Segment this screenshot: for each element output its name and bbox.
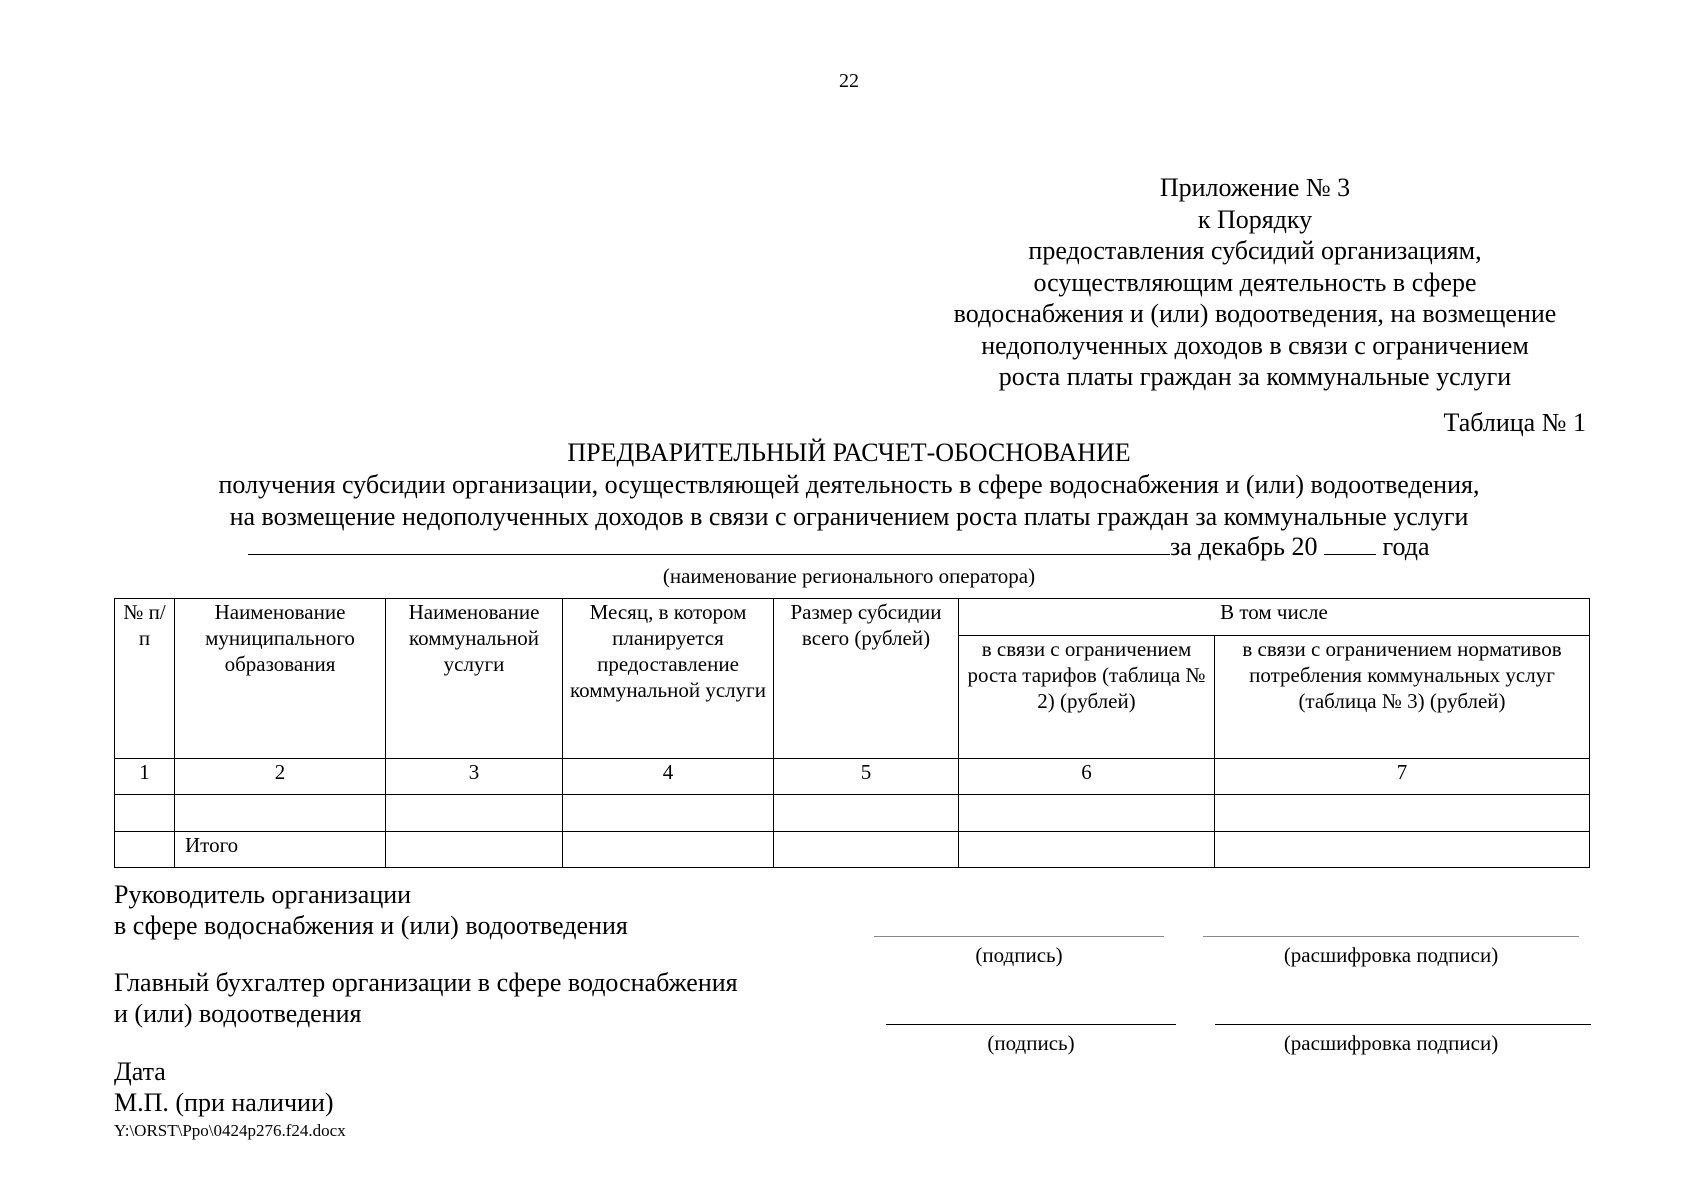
accountant-decoding-caption: (расшифровка подписи): [1283, 1031, 1499, 1055]
header-tariff-growth: в связи с ограничением роста тарифов (таблица № 2) (рублей): [959, 636, 1215, 759]
table-cell: [1215, 832, 1590, 868]
column-number: 5: [774, 759, 959, 795]
operator-caption: (наименование регионального оператора): [662, 564, 1036, 588]
column-number-row: [115, 759, 1590, 795]
accountant-decoding-line: [1215, 1024, 1591, 1025]
table-cell: [563, 832, 774, 868]
total-label: Итого: [175, 832, 386, 868]
period-prefix: за декабрь 20: [1170, 532, 1318, 561]
subsidy-table: [114, 598, 1590, 868]
table-cell: [386, 795, 563, 832]
operator-period-line: [248, 530, 1430, 562]
accountant-label-line: и (или) водоотведения: [114, 999, 362, 1028]
table-row: [115, 795, 1590, 832]
operator-name-blank: [248, 530, 1170, 555]
table-cell: [175, 795, 386, 832]
head-decoding-caption: (расшифровка подписи): [1283, 943, 1499, 967]
table-cell: [774, 832, 959, 868]
appendix-line: предоставления субсидий организациям,: [1028, 236, 1482, 265]
title-subline: получения субсидии организации, осуществляющей деятельность в сфере водоснабжения и (или) водоотведения,: [218, 470, 1480, 499]
table-cell: [1215, 795, 1590, 832]
appendix-line: водоснабжения и (или) водоотведения, на возмещение: [953, 299, 1557, 328]
head-label-line: Руководитель организации: [114, 880, 412, 909]
appendix-line: осуществляющим деятельность в сфере: [1033, 267, 1477, 297]
accountant-signature-caption: (подпись): [987, 1031, 1075, 1055]
header-consumption-norms: в связи с ограничением нормативов потребления коммунальных услуг (таблица № 3) (рублей): [1215, 636, 1590, 759]
column-number: 2: [175, 759, 386, 795]
head-label-line: в сфере водоснабжения и (или) водоотведения: [114, 911, 628, 940]
appendix-line: недополученных доходов в связи с ограничением: [981, 330, 1529, 360]
year-blank: [1324, 530, 1376, 555]
document-title: [0, 437, 1698, 533]
title-subline: на возмещение недополученных доходов в связи с ограничением роста платы граждан за коммунальные услуги: [229, 502, 1469, 531]
table-cell: [115, 832, 175, 868]
appendix-line: к Порядку: [1197, 204, 1313, 234]
header-subsidy-total: Размер субсидии всего (рублей): [774, 599, 959, 759]
column-number: 6: [959, 759, 1215, 795]
header-month: Месяц, в котором планируется предоставление коммунальной услуги: [563, 599, 774, 759]
head-decoding-line: [1203, 936, 1579, 937]
appendix-line: Приложение № 3: [1159, 173, 1351, 202]
accountant-signature-label: [114, 967, 738, 1029]
header-including: В том числе: [959, 599, 1590, 636]
table-cell: [959, 795, 1215, 832]
table-cell: [386, 832, 563, 868]
title-heading: ПРЕДВАРИТЕЛЬНЫЙ РАСЧЕТ-ОБОСНОВАНИЕ: [567, 438, 1131, 467]
column-number: 4: [563, 759, 774, 795]
table-cell: [774, 795, 959, 832]
file-path: Y:\ORST\Ppo\0424p276.f24.docx: [114, 1121, 346, 1140]
head-signature-label: [114, 879, 628, 941]
header-num: № п/п: [115, 599, 175, 759]
stamp-label: М.П. (при наличии): [114, 1088, 334, 1117]
period-suffix: года: [1382, 532, 1430, 561]
table-label: Таблица № 1: [1443, 408, 1586, 437]
column-number: 3: [386, 759, 563, 795]
head-signature-caption: (подпись): [975, 943, 1063, 967]
header-municipality: Наименование муниципального образования: [175, 599, 386, 759]
table-cell: [115, 795, 175, 832]
table-cell: [563, 795, 774, 832]
column-number: 7: [1215, 759, 1590, 795]
head-signature-line: [874, 936, 1164, 937]
total-row: [115, 832, 1590, 868]
accountant-signature-line: [886, 1024, 1176, 1025]
accountant-label-line: Главный бухгалтер организации в сфере водоснабжения: [114, 968, 738, 997]
appendix-reference: [905, 172, 1605, 393]
header-service: Наименование коммунальной услуги: [386, 599, 563, 759]
column-number: 1: [115, 759, 175, 795]
page-number: 22: [839, 70, 859, 92]
appendix-line: роста платы граждан за коммунальные услуги: [998, 362, 1512, 391]
date-label: Дата: [114, 1057, 166, 1086]
table-cell: [959, 832, 1215, 868]
